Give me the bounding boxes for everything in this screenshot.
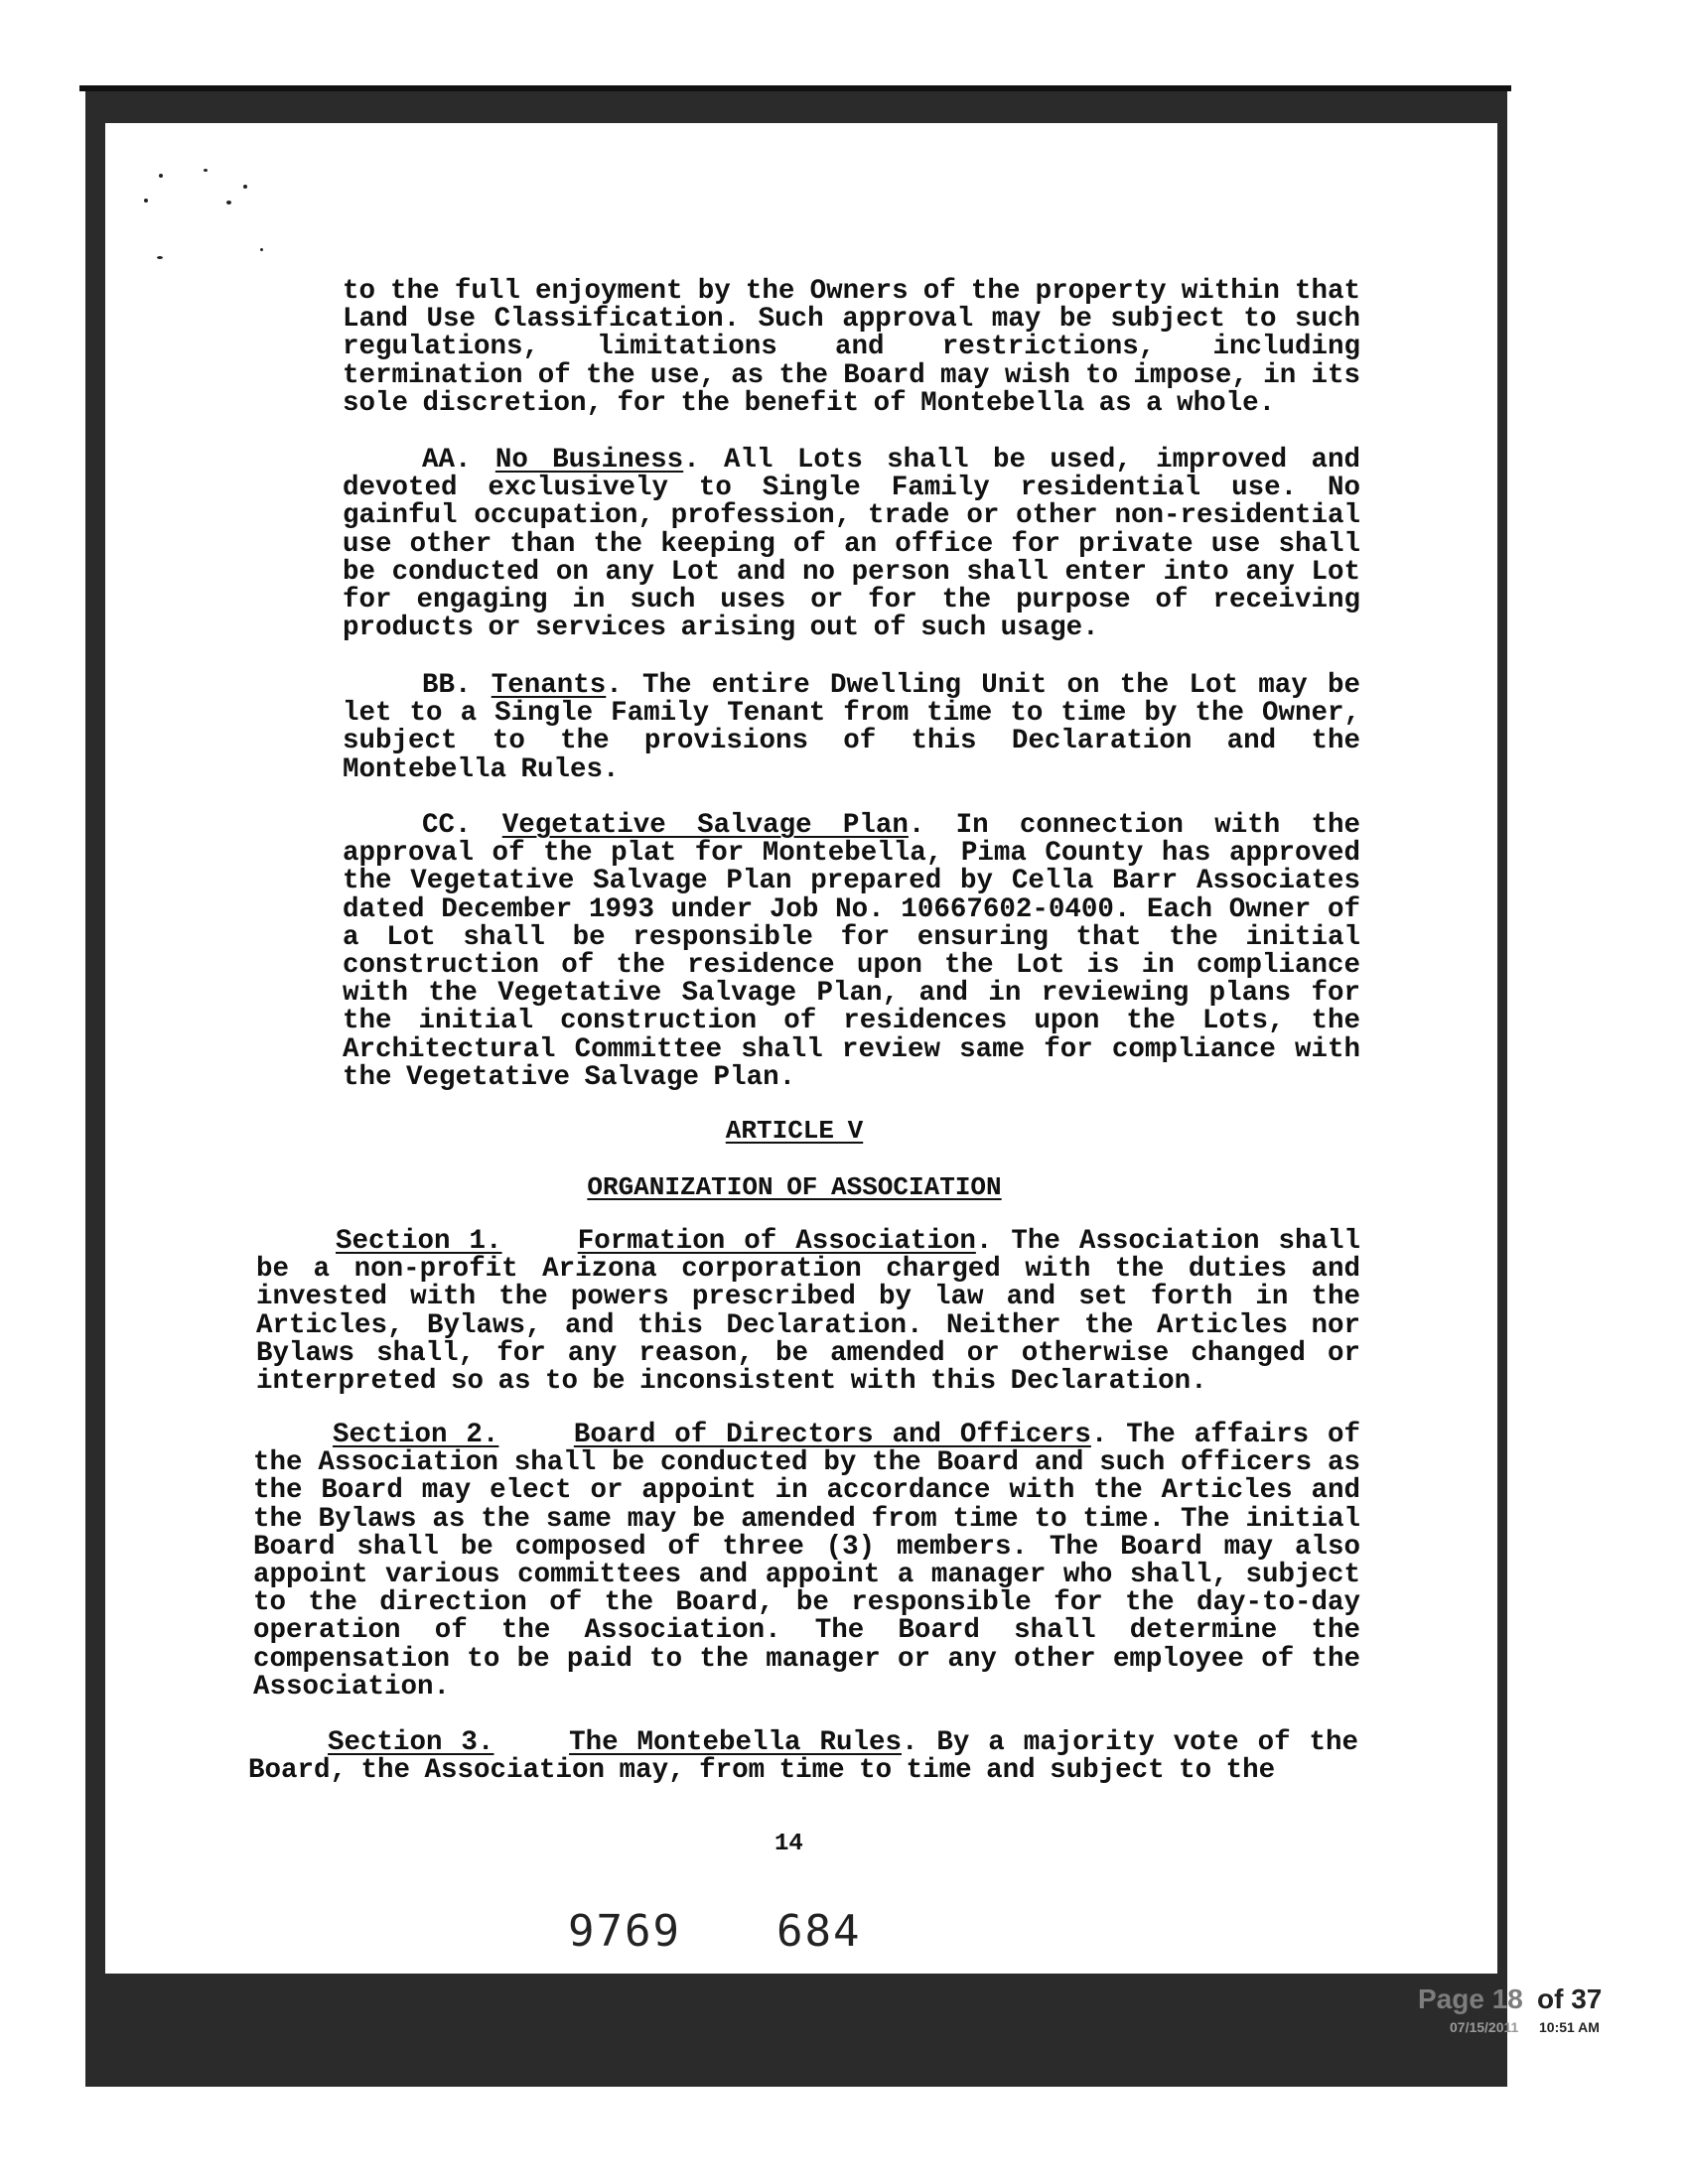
section-1 — [256, 1228, 1360, 1396]
section-label: Section 3. — [328, 1727, 494, 1758]
section-2 — [253, 1422, 1360, 1702]
article-number: ARTICLE V — [725, 1116, 864, 1146]
paragraph-cc — [343, 812, 1360, 1092]
paragraph-aa — [343, 447, 1360, 642]
paragraph-intro — [343, 278, 1360, 418]
recording-page-number: 684 — [776, 1906, 862, 1957]
paragraph-label: BB. — [422, 670, 472, 701]
viewer-time: 10:51 AM — [1539, 2019, 1600, 2035]
section-text: . The affairs of the Association shall be conducted by the Board and such officers as the Board may elect or appoint in accordance with the Articles and the Bylaws as the same may be amended from time to time. The initial Board shall be composed of three (3) members. The Board may also appoint various committees and appoint a manager who shall, subject to the direction of the Board, be responsible for the day-to-day operation of the Association. The Board shall determine the compensation to be paid to the manager or any other employee of the Association. — [253, 1420, 1360, 1703]
paragraph-text: to the full enjoyment by the Owners of the property within that Land Use Classification. Such approval may be subject to such regulations, limitations and restrictions, including termination of the use, as the Board may wish to impose, in its sole discretion, for the benefit of Montebella as a whole. — [343, 276, 1360, 419]
paragraph-text: . All Lots shall be used, improved and devoted exclusively to Single Family residential use. No gainful occupation, profession, trade or other non-residential use other than the keeping of an office for private use shall be conducted on any Lot and no person shall enter into any Lot for engaging in such uses or for the purpose of receiving products or services arising out of such usage. — [343, 445, 1361, 644]
section-text: . The Association shall be a non-profit Arizona corporation charged with the duties and invested with the powers prescribed by law and set forth in the Articles, Bylaws, and this Declaration. Neither the Articles nor Bylaws shall, for any reason, be amended or otherwise changed or interpreted so as to be inconsistent with this Declaration. — [256, 1226, 1360, 1398]
paragraph-label: CC. — [422, 810, 472, 841]
article-title: ORGANIZATION OF ASSOCIATION — [587, 1172, 1002, 1202]
viewer-page-suffix: of 37 — [1537, 1983, 1603, 2014]
paragraph-title: Tenants — [491, 670, 607, 701]
paragraph-label: AA. — [422, 445, 472, 476]
paragraph-title: No Business — [494, 445, 684, 476]
paragraph-text: . The entire Dwelling Unit on the Lot may be let to a Single Family Tenant from time to time by the Owner, subject to the provisions of this Declaration and the Montebella Rules. — [343, 670, 1360, 785]
section-text: . By a majority vote of the Board, the Association may, from time to time and subject to the — [248, 1727, 1358, 1787]
section-label: Section 2. — [333, 1420, 499, 1450]
page-number: 14 — [774, 1831, 803, 1857]
viewer-date: 07/15/2011 — [1450, 2019, 1519, 2035]
section-title: Formation of Association — [577, 1226, 976, 1257]
paragraph-text: . In connection with the approval of the plat for Montebella, Pima County has approved the Vegetative Salvage Plan prepared by Cella Barr Associates dated December 1993 under Job No. 10667602-0400. Each Owner of a Lot shall be responsible for ensuring that the initial construction of the residence upon the Lot is in compliance with the Vegetative Salvage Plan, and in reviewing plans for the initial construction of residences upon the Lots, the Architectural Committee shall review same for compliance with the Vegetative Salvage Plan. — [343, 810, 1360, 1093]
section-title: Board of Directors and Officers — [573, 1420, 1091, 1450]
viewer-page-prefix: Page 18 — [1418, 1983, 1523, 2014]
section-label: Section 1. — [336, 1226, 502, 1257]
paragraph-title: Vegetative Salvage Plan — [501, 810, 909, 841]
section-title: The Montebella Rules — [569, 1727, 902, 1758]
paragraph-bb — [343, 672, 1360, 784]
recording-book-number: 9769 — [568, 1906, 681, 1957]
section-3 — [248, 1729, 1358, 1785]
